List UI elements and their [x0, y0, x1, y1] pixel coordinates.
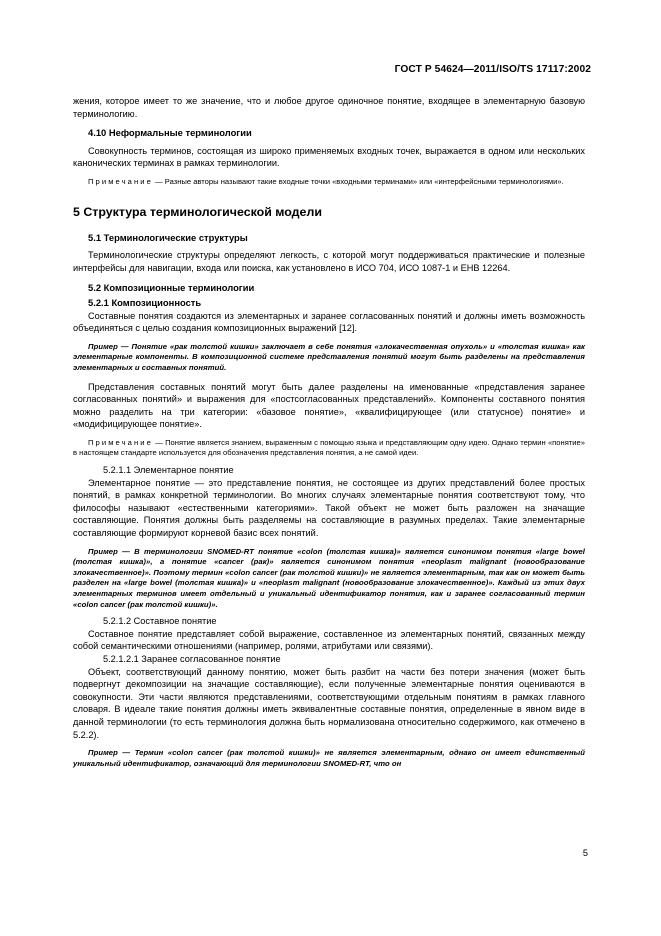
heading-5-2-1: 5.2.1 Композиционность [88, 296, 202, 308]
paragraph-representations: Представления составных понятий могут быть далее разделены на именованные «представления заранее согласованных понятий» и выражения для «постсогласованных представлений». Компоненты составного понятия можно разделить на три категории: «базовое понятие», «квалифицирующее (или статусное) понятие» и «модифицирующее понятие». [73, 381, 585, 430]
paragraph-4-10: Совокупность терминов, состоящая из широко применяемых входных точек, выражается в одном или нескольких канонических терминах в рамках терминологии. [73, 145, 585, 169]
page-content [73, 95, 585, 769]
paragraph-precoordinated: Объект, соответствующий данному понятию, может быть разбит на части без потери значения (может быть подвергнут декомпозиции на значащие составляющие), если полученные элементарные понятия оцениваются в совокупности. Эти части являются представлениями, соответствующими отдельным понятиям в рамках главного словаря. В идеале такие понятия должны иметь эквивалентные составные понятия, определенные в явном виде в данной терминологии (то есть терминология должна быть нормализована относительно содержимого, как отмечено в 5.2.2). [73, 666, 585, 740]
example-3: Пример — Термин «colon cancer (рак толстой кишки)» не является элементарным, однако он имеет единственный уникальный идентификатор, означающий для терминологии SNOMED-RT, что он [73, 748, 585, 768]
paragraph-elementary: Элементарное понятие — это представление понятия, не состоящее из других представлений более простых понятий, в рамках конкретной терминологии. Во многих случаях элементарные понятия соответствуют тому, что философы называют «естественными категориями». Такой объект не может быть разложен на значащие составляющие. Понятия должны быть разделяемы на составляющие в разумных пределах. Такие элементарные составляющие формируют корневой базис всех понятий. [73, 477, 585, 539]
heading-5-2: 5.2 Композиционные терминологии [88, 282, 255, 294]
paragraph-composite: Составное понятие представляет собой выражение, составленное из элементарных понятий, связанных между собой семантическими отношениями (например, ролями, атрибутами или связями). [73, 628, 585, 652]
example-1: Пример — Понятие «рак толстой кишки» заключает в себе понятия «злокачественная опухоль» и «толстая кишка» как элементарные компоненты. В композиционной системе представления понятий могут быть разделены на представления элементарных и составных понятий. [73, 341, 585, 372]
note-2-label: Примечание [88, 437, 153, 447]
example-2: Пример — В терминологии SNOMED-RT понятие «colon (толстая кишка)» является синонимом понятия «large bowel (толстая кишка)», а понятие «cancer (рак)» является синонимом понятия «neoplasm malignant (новообразование злокачественное)». Поэтому термин «colon cancer (рак толстой кишки)» не является элементарным, так как он может быть разделен на «large bowel (толстая кишка)» и «neoplasm malignant (новообразование злокачественное)». Каждый из этих двух элементарных терминов имеет отдельный и уникальный идентификатор понятия, как и заранее согласованный термин «colon cancer (рак толстой кишки)». [73, 546, 585, 609]
note-1-label: Примечание [88, 176, 153, 186]
page-number: 5 [582, 848, 588, 858]
paragraph-5-2-1: Составные понятия создаются из элементарных и заранее согласованных понятий и должны иметь возможность объединяться с целью создания композиционных выражений [12]. [73, 310, 585, 334]
document-header: ГОСТ Р 54624—2011/ISO/TS 17117:2002 [394, 64, 591, 75]
heading-5-2-1-1: 5.2.1.1 Элементарное понятие [103, 465, 234, 476]
paragraph-continuation: жения, которое имеет то же значение, что и любое другое одиночное понятие, входящее в элементарную базовую терминологию. [73, 96, 585, 119]
note-2-text: — Понятие является знанием, выраженным с помощью языка и представляющим одну идею. Однако термин «понятие» в настоящем стандарте используется для обозначения представления понятия, а не самой идеи. [73, 437, 585, 458]
note-1 [73, 177, 585, 188]
note-2 [73, 438, 585, 459]
note-1-text: — Разные авторы называют такие входные точки «входными терминами» или «интерфейсными терминологиями». [155, 176, 564, 186]
heading-5-1: 5.1 Терминологические структуры [88, 231, 248, 243]
heading-5-2-1-2: 5.2.1.2 Составное понятие [103, 616, 217, 627]
paragraph-5-1: Терминологические структуры определяют легкость, с которой могут поддерживаться практические и полезные интерфейсы для навигации, входа или поиска, как установлено в ИСО 704, ИСО 1087-1 и ЕНВ 12264. [73, 250, 585, 273]
heading-5-2-1-2-1: 5.2.1.2.1 Заранее согласованное понятие [103, 653, 281, 664]
heading-5: 5 Структура терминологической модели [73, 204, 322, 219]
heading-4-10: 4.10 Неформальные терминологии [88, 127, 252, 139]
